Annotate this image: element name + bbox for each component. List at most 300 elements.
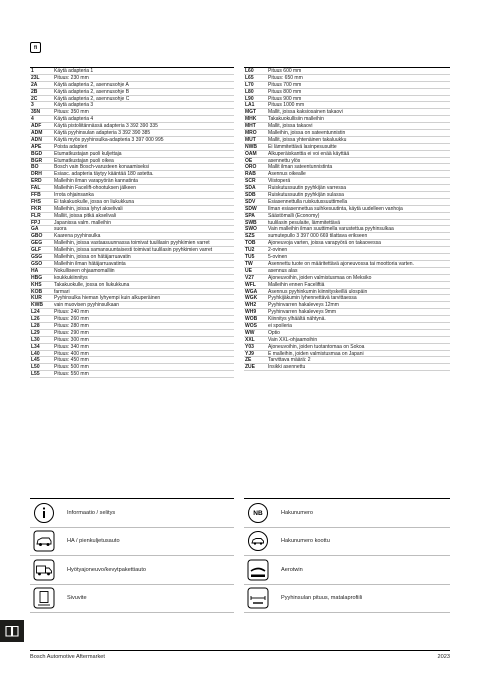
abbreviation-code: APE bbox=[31, 143, 42, 150]
abbreviation-code: ERD bbox=[31, 178, 42, 185]
abbreviation-description: E malleihin, joiden valmistusmaa on Japani bbox=[268, 350, 364, 357]
abbreviation-code: WOB bbox=[245, 316, 258, 323]
abbreviation-code: 1 bbox=[31, 68, 34, 74]
abbreviation-description: Ajoneuvoja varten, joissa varapyörä on takaovessa bbox=[268, 240, 381, 247]
book-tab[interactable] bbox=[0, 620, 24, 642]
abbreviation-description: Malleihin Facelift-ohootuksen jälkeen bbox=[54, 185, 136, 192]
legend-label: HA / pienkuljetusauto bbox=[67, 538, 120, 545]
table-row bbox=[244, 302, 450, 309]
abbreviation-code: FPJ bbox=[31, 219, 41, 226]
abbreviation-code: SWO bbox=[245, 226, 257, 233]
table-row bbox=[30, 192, 234, 199]
legend-item-info bbox=[30, 499, 234, 528]
table-row bbox=[30, 309, 234, 316]
abbreviation-code: FKR bbox=[31, 205, 42, 212]
abbreviation-description: Nokulliseen ohjaamomalliin bbox=[54, 267, 115, 274]
abbreviation-code: XXL bbox=[245, 336, 255, 343]
table-row bbox=[30, 102, 234, 109]
abbreviation-description: Pyyhinvarren hakaleveys 9mm bbox=[268, 309, 337, 316]
table-row bbox=[244, 116, 450, 123]
abbreviation-code: GBO bbox=[31, 233, 43, 240]
table-row bbox=[244, 220, 450, 227]
abbreviation-description: ei spoileria bbox=[268, 322, 292, 329]
abbreviation-code: TU5 bbox=[245, 254, 255, 261]
table-row bbox=[30, 233, 234, 240]
table-row bbox=[30, 206, 234, 213]
abbreviation-code: TU2 bbox=[245, 247, 255, 254]
abbreviation-description: Tarvittava määrä: 2 bbox=[268, 357, 311, 364]
abbreviation-description: Malleihin, joissa on sateentunnistin bbox=[268, 130, 346, 136]
abbreviation-code: SDA bbox=[245, 185, 256, 192]
abbreviation-description: Irrota ohjainsanka bbox=[54, 192, 94, 198]
table-row bbox=[244, 144, 450, 151]
table-row bbox=[244, 247, 450, 254]
table-row bbox=[244, 282, 450, 289]
abbreviation-description: Pituus 1000 mm bbox=[268, 102, 305, 109]
abbreviation-description: Mallit ilman sateentunnistinta bbox=[268, 164, 333, 171]
table-row bbox=[30, 213, 234, 220]
abbreviation-description: Käytä myös pyyhinsulka-adapteria 3 397 000 995 bbox=[54, 136, 164, 143]
abbreviation-description: Pituus: 350 mm bbox=[54, 109, 89, 116]
abbreviation-description: Malleihin ilman varapyörän kannatinta bbox=[54, 178, 138, 185]
table-row bbox=[244, 289, 450, 296]
abbreviation-code: L55 bbox=[31, 371, 40, 378]
abbreviation-description: Mallit, joissa takaovi bbox=[268, 123, 313, 130]
abbreviation-description: Poista adapteri bbox=[54, 143, 88, 150]
abbreviation-description: Pituus: 340 mm bbox=[54, 343, 89, 350]
abbreviation-code: Y03 bbox=[245, 343, 254, 350]
table-row bbox=[30, 275, 234, 282]
abbreviation-description: Pituus: 230 mm bbox=[54, 74, 89, 81]
table-row bbox=[244, 323, 450, 330]
abbreviation-description: Insikki asennettu bbox=[268, 364, 306, 371]
table-row bbox=[30, 75, 234, 82]
table-row bbox=[244, 261, 450, 268]
abbreviation-code: WGA bbox=[245, 288, 258, 295]
abbreviation-code: L70 bbox=[245, 81, 254, 88]
legend-label: Hyötyajoneuvo/kevytpakettiauto bbox=[67, 566, 146, 573]
abbreviation-code: SDW bbox=[245, 205, 257, 212]
table-row bbox=[244, 206, 450, 213]
table-row bbox=[244, 151, 450, 158]
abbreviation-description: Pituus: 280 mm bbox=[54, 322, 89, 329]
abbreviation-code: L34 bbox=[31, 343, 40, 350]
abbreviation-code: KOB bbox=[31, 288, 43, 295]
abbreviation-description: Vain XXL-ohjaamoihin bbox=[268, 336, 318, 343]
abbreviation-description: Vain malleihin ilman suuttimella varustettua pyyhinsulkaa bbox=[268, 226, 394, 233]
table-row bbox=[244, 240, 450, 247]
wiper-profile-icon bbox=[247, 587, 269, 609]
abbreviation-code: 2B bbox=[31, 88, 38, 95]
table-row bbox=[244, 102, 450, 109]
table-row bbox=[30, 254, 234, 261]
table-row bbox=[244, 82, 450, 89]
abbreviation-code: OE bbox=[245, 157, 253, 164]
page-icon bbox=[33, 587, 55, 609]
abbreviation-code: WFL bbox=[245, 281, 256, 288]
abbreviation-description: Takakuokulle, jossa on liukukkuna bbox=[54, 281, 130, 288]
abbreviation-code: L24 bbox=[31, 309, 40, 316]
abbreviation-description: Malliit, joissa pitkä akselivali bbox=[54, 212, 116, 219]
abbreviation-code: FHS bbox=[31, 198, 41, 205]
abbreviation-code: SCR bbox=[245, 178, 256, 185]
table-row bbox=[244, 268, 450, 275]
table-row bbox=[30, 89, 234, 96]
table-row bbox=[244, 364, 450, 371]
abbreviation-description: Säästömalli (Economy) bbox=[268, 212, 320, 219]
table-row bbox=[244, 330, 450, 337]
abbreviation-code: V27 bbox=[245, 274, 254, 281]
abbreviation-code: BGD bbox=[31, 150, 43, 157]
abbreviation-description: koukkukiinnitys bbox=[54, 274, 88, 281]
table-row bbox=[30, 295, 234, 302]
abbreviation-description: Asennus oikealle bbox=[268, 171, 306, 178]
abbreviation-code: GSG bbox=[31, 254, 43, 261]
table-row bbox=[30, 130, 234, 137]
abbreviation-description: Takakuokullisiin malleihin bbox=[268, 116, 324, 123]
abbreviation-table-left bbox=[30, 67, 234, 378]
abbreviation-description: Pituus 900 mm bbox=[268, 95, 302, 102]
abbreviation-code: SPA bbox=[245, 212, 255, 219]
table-row bbox=[30, 164, 234, 171]
abbreviation-code: GSO bbox=[31, 260, 43, 267]
abbreviation-code: L28 bbox=[31, 322, 40, 329]
abbreviation-description: Pituus 700 mm bbox=[268, 81, 302, 88]
abbreviation-description: Malleihin ilman hätäjarruavatinta bbox=[54, 260, 126, 267]
abbreviation-code: ZE bbox=[245, 357, 252, 364]
table-row bbox=[30, 261, 234, 268]
table-row bbox=[30, 171, 234, 178]
table-row bbox=[30, 144, 234, 151]
abbreviation-description: Alkuperäiskanttia ei voi enää käyttää bbox=[268, 150, 350, 157]
abbreviation-description: Viistoperä bbox=[268, 178, 291, 185]
abbreviation-code: MGT bbox=[245, 109, 257, 116]
abbreviation-description: Japanissa valm. malleihin bbox=[54, 219, 111, 226]
table-row bbox=[30, 247, 234, 254]
abbreviation-description: Etumatkustajan puoli oikea bbox=[54, 157, 114, 164]
abbreviation-description: Malleihin, joissa on hätäjarruavatin bbox=[54, 254, 131, 260]
language-badge bbox=[30, 42, 41, 53]
abbreviation-code: UE bbox=[245, 267, 252, 274]
abbreviation-code: L50 bbox=[31, 364, 40, 371]
abbreviation-code: L90 bbox=[245, 95, 254, 102]
abbreviation-description: 2-ovinen bbox=[268, 247, 288, 254]
info-icon bbox=[33, 502, 55, 524]
aerotwin-icon bbox=[247, 559, 269, 581]
table-row bbox=[244, 109, 450, 116]
abbreviation-description: Pituus: 240 mm bbox=[54, 309, 89, 316]
abbreviation-code: TW bbox=[245, 260, 253, 267]
table-row bbox=[30, 282, 234, 289]
footer-year: 2023 bbox=[437, 654, 450, 660]
abbreviation-description: Pituus 800 mm bbox=[268, 88, 302, 95]
abbreviation-code: ADN bbox=[31, 136, 42, 143]
language-code: fi bbox=[33, 44, 38, 51]
table-row bbox=[30, 337, 234, 344]
abbreviation-code: MHK bbox=[245, 116, 257, 123]
abbreviation-code: BGR bbox=[31, 157, 43, 164]
abbreviation-code: MUT bbox=[245, 136, 256, 143]
table-row bbox=[30, 96, 234, 103]
table-row bbox=[30, 199, 234, 206]
abbreviation-description: 5-ovinen bbox=[268, 254, 288, 260]
abbreviation-description: asennettu ylös bbox=[268, 157, 301, 164]
legend-item-truck bbox=[30, 556, 234, 585]
abbreviation-code: L45 bbox=[31, 357, 40, 364]
abbreviation-code: OAM bbox=[245, 150, 257, 157]
abbreviation-code: HA bbox=[31, 267, 39, 274]
abbreviation-code: ZUE bbox=[245, 364, 255, 371]
abbreviation-description: Asennettu tuote on määritettävä ajoneuvossa tai moottoria varten. bbox=[268, 260, 414, 267]
table-row bbox=[244, 295, 450, 302]
truck-icon bbox=[33, 559, 55, 581]
abbreviation-description: Bosch vain Bosch-varusteen konaamiseksi bbox=[54, 164, 150, 171]
table-row bbox=[30, 351, 234, 358]
abbreviation-code: SWB bbox=[245, 219, 257, 226]
abbreviation-description: Etumatkustajan puoli kuljettaja bbox=[54, 150, 122, 157]
nb-badge-icon bbox=[247, 502, 269, 524]
legend-item-page bbox=[30, 585, 234, 614]
abbreviation-code: SZS bbox=[245, 233, 255, 240]
abbreviation-description: Pituus 600 mm bbox=[268, 68, 302, 74]
table-row bbox=[244, 275, 450, 282]
table-row bbox=[30, 123, 234, 130]
abbreviation-description: Ei takakuokulle, jossa on liukukkuna bbox=[54, 198, 135, 205]
table-row bbox=[244, 351, 450, 358]
page-footer bbox=[30, 650, 450, 660]
abbreviation-code: 23L bbox=[31, 74, 40, 81]
abbreviation-description: Esiasc. adapteria täytyy kääntää 180 astetta. bbox=[54, 171, 154, 178]
table-row bbox=[30, 178, 234, 185]
table-row bbox=[30, 344, 234, 351]
abbreviation-description: Pyyhinsulka hieman lyhyempi kuin alkuperäinen bbox=[54, 295, 161, 302]
footer-brand: Bosch Automotive Aftermarket bbox=[30, 654, 105, 660]
legend-label: Hakunumero bbox=[281, 509, 314, 516]
table-row bbox=[244, 233, 450, 240]
table-row bbox=[30, 158, 234, 165]
abbreviation-code: WOS bbox=[245, 322, 257, 329]
table-row bbox=[30, 371, 234, 378]
abbreviation-description: Mallit, joissa kaksiosainen takaovi bbox=[268, 109, 343, 116]
abbreviation-description: Käytä adapteria 1 bbox=[54, 68, 94, 74]
table-row bbox=[30, 68, 234, 75]
abbreviation-code: DRH bbox=[31, 171, 42, 178]
abbreviation-code: KHS bbox=[31, 281, 42, 288]
abbreviation-code: KUR bbox=[31, 295, 42, 302]
abbreviation-description: Mallit, joissa yhtenäinen takaluukku bbox=[268, 136, 347, 143]
abbreviation-description: suora bbox=[54, 226, 67, 233]
abbreviation-description: Käytä pistoliitännässä adapteria 3 392 390 335 bbox=[54, 123, 158, 130]
table-row bbox=[30, 357, 234, 364]
abbreviation-code: RAB bbox=[245, 171, 256, 178]
table-row bbox=[30, 220, 234, 227]
abbreviation-description: farmari bbox=[54, 288, 70, 295]
table-row bbox=[244, 68, 450, 75]
abbreviation-description: tuulilasin pesulaite, lämmitettävä bbox=[268, 219, 340, 226]
table-row bbox=[244, 213, 450, 220]
abbreviation-description: asennus alas bbox=[268, 267, 298, 274]
table-row bbox=[244, 171, 450, 178]
abbreviation-code: KWB bbox=[31, 302, 43, 309]
abbreviation-description: Käytä adapteria 2, asennusohje C bbox=[54, 95, 130, 102]
abbreviation-code: GA bbox=[31, 226, 39, 233]
table-row bbox=[30, 226, 234, 233]
table-row bbox=[30, 330, 234, 337]
table-row bbox=[30, 302, 234, 309]
legend-item-nb bbox=[244, 499, 450, 528]
abbreviation-description: Esiasennettulla ruiskutussuuttimella bbox=[268, 198, 348, 205]
legend-item-aerotwin bbox=[244, 556, 450, 585]
table-row bbox=[244, 158, 450, 165]
abbreviation-code: 2A bbox=[31, 81, 38, 88]
table-row bbox=[244, 344, 450, 351]
abbreviation-description: Pituus: 500 mm bbox=[54, 364, 89, 371]
abbreviation-code: HBG bbox=[31, 274, 43, 281]
abbreviation-description: Käytä adapteria 2, asennusohje A bbox=[54, 81, 129, 88]
abbreviation-code: 4 bbox=[31, 116, 34, 123]
abbreviation-description: Pituus: 260 mm bbox=[54, 316, 89, 322]
table-row bbox=[244, 75, 450, 82]
svg-text:NB: NB bbox=[253, 509, 263, 517]
table-row bbox=[244, 192, 450, 199]
abbreviation-code: BO bbox=[31, 164, 39, 171]
abbreviation-code: GEG bbox=[31, 240, 43, 247]
table-row bbox=[30, 316, 234, 323]
abbreviation-code: FFB bbox=[31, 192, 41, 199]
abbreviation-description: Käytä adapteria 2, asennusohje B bbox=[54, 88, 130, 95]
abbreviation-code: MRO bbox=[245, 130, 257, 137]
abbreviation-code: WH9 bbox=[245, 309, 257, 316]
abbreviation-description: Pituus: 450 mm bbox=[54, 357, 89, 364]
table-row bbox=[244, 178, 450, 185]
abbreviation-description: Käytä adapteria 4 bbox=[54, 116, 94, 123]
abbreviation-description: Pyyhinvarren hakaleveys 12mm bbox=[268, 302, 339, 309]
table-row bbox=[30, 82, 234, 89]
abbreviation-description: Malleihin, joissa vastaasuunnassa toimivat tuulilasin pyyhkimien varret bbox=[54, 240, 210, 247]
abbreviation-code: ORO bbox=[245, 164, 257, 171]
abbreviation-code: L40 bbox=[31, 350, 40, 357]
table-row bbox=[244, 199, 450, 206]
table-row bbox=[244, 185, 450, 192]
abbreviation-description: Optio bbox=[268, 329, 280, 336]
abbreviation-code: L26 bbox=[31, 316, 40, 323]
abbreviation-code: FAL bbox=[31, 185, 41, 192]
table-row bbox=[30, 289, 234, 296]
abbreviation-description: Ajoneuvoihin, joiden tuotantomaa on Sokoa bbox=[268, 343, 365, 350]
table-row bbox=[244, 164, 450, 171]
abbreviation-code: L30 bbox=[31, 336, 40, 343]
table-row bbox=[30, 240, 234, 247]
table-row bbox=[244, 337, 450, 344]
abbreviation-description: vain muovisen pyyhinsulkaan bbox=[54, 302, 120, 309]
abbreviation-description: Ajoneuvoihin, joiden valmistusmaa on Meksiko bbox=[268, 274, 372, 281]
table-row bbox=[30, 364, 234, 371]
abbreviation-description: Asennus pyyhinkumin kiinnityskeillä ulospäin bbox=[268, 288, 368, 295]
abbreviation-code: MHT bbox=[245, 123, 256, 130]
abbreviation-code: 3 bbox=[31, 102, 34, 109]
abbreviation-description: Pituus: 300 mm bbox=[54, 336, 89, 343]
table-row bbox=[244, 96, 450, 103]
table-row bbox=[30, 137, 234, 144]
abbreviation-code: WW bbox=[245, 329, 255, 336]
abbreviation-description: Käytä pyyhinsulan adapteria 3 392 390 385 bbox=[54, 130, 151, 136]
abbreviation-table-right bbox=[244, 67, 450, 371]
abbreviation-code: WGK bbox=[245, 295, 258, 302]
abbreviation-code: L80 bbox=[245, 88, 254, 95]
vehicle-code-icon bbox=[247, 530, 269, 552]
car-van-icon bbox=[33, 530, 55, 552]
abbreviation-code: L65 bbox=[245, 74, 254, 81]
table-row bbox=[30, 185, 234, 192]
book-icon bbox=[5, 625, 19, 637]
abbreviation-code: GLF bbox=[31, 247, 41, 254]
abbreviation-code: TOB bbox=[245, 240, 256, 247]
legend-item-wiper-profile bbox=[244, 585, 450, 614]
abbreviation-code: SDB bbox=[245, 192, 256, 199]
abbreviation-description: Ei lämmitettävä lasinpesusuitte bbox=[268, 143, 337, 150]
abbreviation-description: Käytä adapteria 3 bbox=[54, 102, 94, 109]
table-row bbox=[244, 130, 450, 137]
abbreviation-description: Pyyhkijäkumin lyhennettävä tarvittaessa bbox=[268, 295, 357, 302]
abbreviation-code: NWB bbox=[245, 143, 257, 150]
table-row bbox=[244, 309, 450, 316]
abbreviation-description: Pituus: 550 mm bbox=[54, 371, 89, 378]
table-row bbox=[30, 268, 234, 275]
table-row bbox=[244, 254, 450, 261]
abbreviation-description: Pituus: 400 mm bbox=[54, 350, 89, 357]
abbreviation-description: Pituus: 650 mm bbox=[268, 74, 303, 81]
abbreviation-description: Ruiskutussuutin pyyhkijän sulassa bbox=[268, 192, 344, 198]
abbreviation-code: ADF bbox=[31, 123, 42, 130]
legend-label: Informaatio / selitys bbox=[67, 509, 116, 516]
abbreviation-code: L60 bbox=[245, 68, 254, 74]
table-row bbox=[30, 109, 234, 116]
abbreviation-description: Malleihin, joissa samansuuntaisesti toimivat tuulilasin pyyhkimien varret bbox=[54, 247, 213, 254]
abbreviation-code: ADM bbox=[31, 130, 43, 137]
abbreviation-description: sumutepullo 3 397 000 669 tilattava erikseen bbox=[268, 233, 368, 240]
table-row bbox=[244, 137, 450, 144]
abbreviation-description: Ruiskutussuutin pyyhkijän varressa bbox=[268, 185, 347, 192]
table-row bbox=[30, 323, 234, 330]
legend-item-vehicle-code bbox=[244, 528, 450, 557]
table-row bbox=[244, 226, 450, 233]
abbreviation-description: Ilman esiasennettua suihkesuutinta, käytä uudelleen vanhoja bbox=[268, 205, 403, 212]
abbreviation-code: WH2 bbox=[245, 302, 257, 309]
abbreviation-description: Pituus: 290 mm bbox=[54, 329, 89, 336]
table-row bbox=[30, 116, 234, 123]
table-row bbox=[244, 357, 450, 364]
legend-label: Sivuvite bbox=[67, 595, 87, 602]
legend-label: Aerotwin bbox=[281, 566, 303, 573]
abbreviation-code: 2C bbox=[31, 95, 38, 102]
legend-label: Hakunumero koottu bbox=[281, 538, 330, 545]
table-row bbox=[244, 123, 450, 130]
abbreviation-code: SDV bbox=[245, 198, 256, 205]
abbreviation-code: LA1 bbox=[245, 102, 255, 109]
abbreviation-description: Malleihin ennen Faceliftiä bbox=[268, 281, 325, 288]
legend-right bbox=[244, 498, 450, 613]
abbreviation-description: Kaarena pyyhinsulka bbox=[54, 233, 101, 240]
legend-label: Pyyhinsulan pituus, matalaprofiili bbox=[281, 595, 363, 602]
table-row bbox=[244, 316, 450, 323]
abbreviation-code: YJ9 bbox=[245, 350, 254, 357]
abbreviation-description: Malleihin, joissa lyhyt akselivali bbox=[54, 205, 123, 212]
abbreviation-code: 35N bbox=[31, 109, 41, 116]
legend-item-car bbox=[30, 528, 234, 557]
table-row bbox=[244, 89, 450, 96]
abbreviation-description: Kiinnitys ylhäältä nähtynä. bbox=[268, 316, 326, 322]
table-row bbox=[30, 151, 234, 158]
